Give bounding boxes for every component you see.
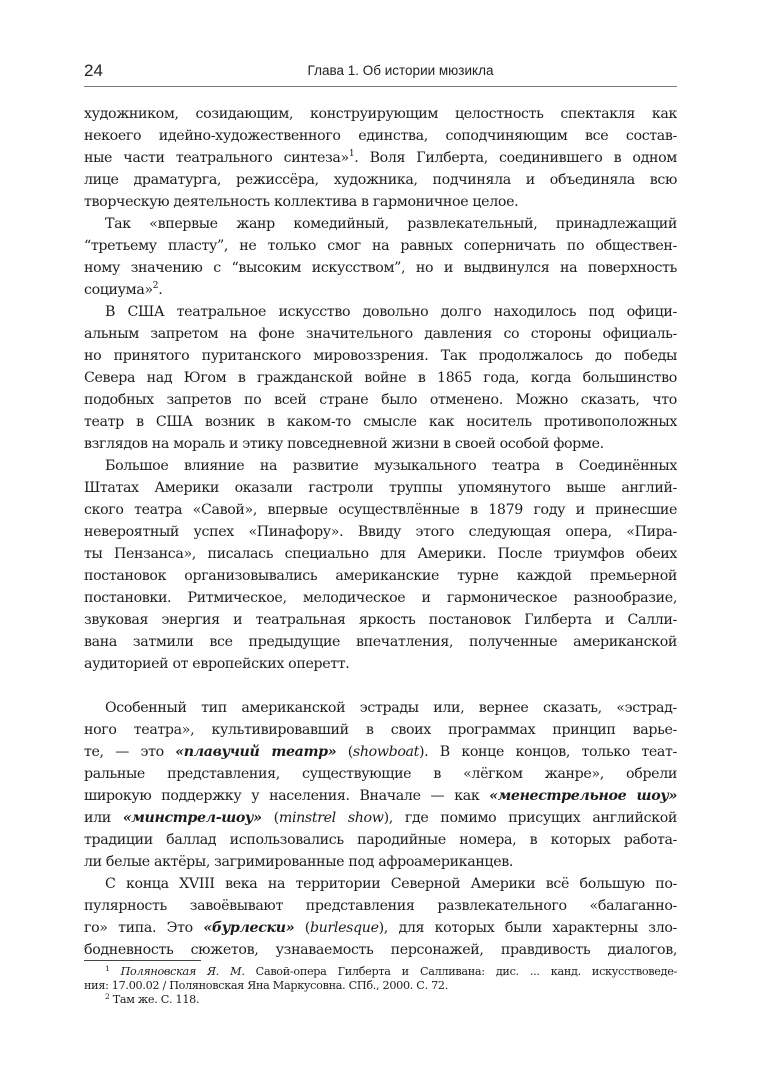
text-line: невероятный успех «Пинафору». Ввиду этого следующая опера, «Пира- xyxy=(84,524,677,540)
term-emphasis: «менестрельное шоу» xyxy=(489,788,677,804)
text-line: Так «впервые жанр комедийный, развлекательный, принадлежащий xyxy=(105,216,677,232)
chapter-title: Глава 1. Об истории мюзикла xyxy=(307,63,494,78)
text-line: пулярность завоёвывают представления развлекательного «балаганно- xyxy=(84,898,677,914)
footnote-text: Там же. С. 118. xyxy=(109,993,200,1006)
footnote-number: 1 xyxy=(105,965,110,973)
paragraph xyxy=(84,697,677,873)
text-span: ( xyxy=(294,920,310,936)
text-span: . Воля Гилберта, соединившего в одном xyxy=(354,150,677,166)
section-gap xyxy=(84,675,677,697)
text-span: широкую поддержку у населения. Вначале — как xyxy=(84,788,490,804)
term-english: minstrel show xyxy=(278,810,384,826)
term-english: burlesque xyxy=(309,920,379,936)
text-line: Большое влияние на развитие музыкального театра в Соединённых xyxy=(105,458,677,474)
text-line xyxy=(84,279,677,301)
text-line: аудиторией от европейских оперетт. xyxy=(84,656,350,672)
text-span: ). В конце концов, только теат- xyxy=(419,744,677,760)
text-span: го» типа. Это xyxy=(84,920,204,936)
text-line: ли белые актёры, загримированные под афроамериканцев. xyxy=(84,854,514,870)
text-line: взглядов на мораль и этику повседневной жизни в своей особой форме. xyxy=(84,436,604,452)
text-line: бодневность сюжетов, узнаваемость персонажей, правдивость диалогов, xyxy=(84,942,677,958)
text-line: художником, созидающим, конструирующим целостность спектакля как xyxy=(84,106,677,122)
text-line: некоего идейно-художественного единства, соподчиняющим все состав- xyxy=(84,128,677,144)
footnote-1 xyxy=(84,965,677,979)
text-line xyxy=(84,785,677,807)
paragraph xyxy=(84,873,677,961)
text-span: социума» xyxy=(84,282,153,298)
text-line: ному значению с “высоким искусством”, но и выдвинулся на поверхность xyxy=(84,260,677,276)
text-line: творческую деятельность коллектива в гармоничное целое. xyxy=(84,194,519,210)
text-span: ), где помимо присущих английской xyxy=(383,810,677,826)
text-line: звуковая энергия и театральная яркость постановок Гилберта и Салли- xyxy=(84,612,677,628)
text-line: но принятого пуританского мировоззрения. Так продолжалось до победы xyxy=(84,348,677,364)
text-line: ского театра «Савой», впервые осуществлённые в 1879 году и принесшие xyxy=(84,502,677,518)
body-text xyxy=(84,103,677,961)
footnote-text: Савой-опера Гилберта и Салливана: дис. ... канд. искусствоведе- xyxy=(244,965,677,978)
text-line: вана затмили все предыдущие впечатления, полученные американской xyxy=(84,634,677,650)
term-emphasis: «плавучий театр» xyxy=(175,744,337,760)
footnote-divider xyxy=(84,960,201,961)
text-span: ( xyxy=(336,744,353,760)
footnote-1-continued: ния: 17.00.02 / Поляновская Яна Маркусовна. СПб., 2000. С. 72. xyxy=(84,979,448,992)
running-header xyxy=(84,60,677,87)
text-line: “третьему пласту”, не только смог на равных соперничать по обществен- xyxy=(84,238,677,254)
text-line: лице драматурга, режиссёра, художника, подчиняла и объединяла всю xyxy=(84,172,677,188)
footnote-ref-1[interactable]: 1 xyxy=(348,149,355,159)
text-span: ( xyxy=(261,810,279,826)
text-line: ты Пензанса», писалась специально для Америки. После триумфов обеих xyxy=(84,546,677,562)
text-line xyxy=(84,147,677,169)
footnote-ref-2[interactable]: 2 xyxy=(152,281,159,291)
paragraph xyxy=(84,103,677,213)
text-line: подобных запретов по всей стране было отменено. Можно сказать, что xyxy=(84,392,677,408)
text-span: ные части театрального синтеза» xyxy=(84,150,349,166)
text-line: С конца XVIII века на территории Северной Америки всё большую по- xyxy=(105,876,677,892)
page-number: 24 xyxy=(84,61,103,80)
text-line xyxy=(84,807,677,829)
text-line: традиции баллад использовались пародийные номера, в которых работа- xyxy=(84,832,677,848)
text-line: В США театральное искусство довольно долго находилось под офици- xyxy=(105,304,677,320)
text-span: ), для которых были характерны зло- xyxy=(378,920,677,936)
text-span: те, — это xyxy=(84,744,176,760)
text-line: Севера над Югом в гражданской войне в 1865 года, когда большинство xyxy=(84,370,677,386)
text-line xyxy=(84,917,677,939)
text-line: Особенный тип американской эстрады или, вернее сказать, «эстрад- xyxy=(105,700,677,716)
paragraph xyxy=(84,301,677,455)
text-line: ральные представления, существующие в «лёгком жанре», обрели xyxy=(84,766,677,782)
term-emphasis: «бурлески» xyxy=(203,920,295,936)
footnote-2 xyxy=(84,993,677,1007)
text-line: ного театра», культивировавший в своих программах принцип варье- xyxy=(84,722,677,738)
footnote-number: 2 xyxy=(105,993,110,1001)
paragraph xyxy=(84,455,677,675)
text-line: постановки. Ритмическое, мелодическое и гармоническое разнообразие, xyxy=(84,590,677,606)
footnotes xyxy=(84,965,677,1007)
text-line: постановок организовывались американские турне каждой премьерной xyxy=(84,568,677,584)
text-line: Штатах Америки оказали гастроли труппы упомянутого выше англий- xyxy=(84,480,677,496)
term-emphasis: «минстрел-шоу» xyxy=(122,810,262,826)
text-line xyxy=(84,741,677,763)
footnote-author: Поляновская Я. М. xyxy=(120,965,245,978)
term-english: showboat xyxy=(352,744,419,760)
text-span: или xyxy=(84,810,123,826)
text-span: . xyxy=(158,282,163,298)
text-line: театр в США возник в каком-то смысле как носитель противоположных xyxy=(84,414,677,430)
paragraph xyxy=(84,213,677,301)
text-line: альным запретом на фоне значительного давления со стороны официаль- xyxy=(84,326,677,342)
